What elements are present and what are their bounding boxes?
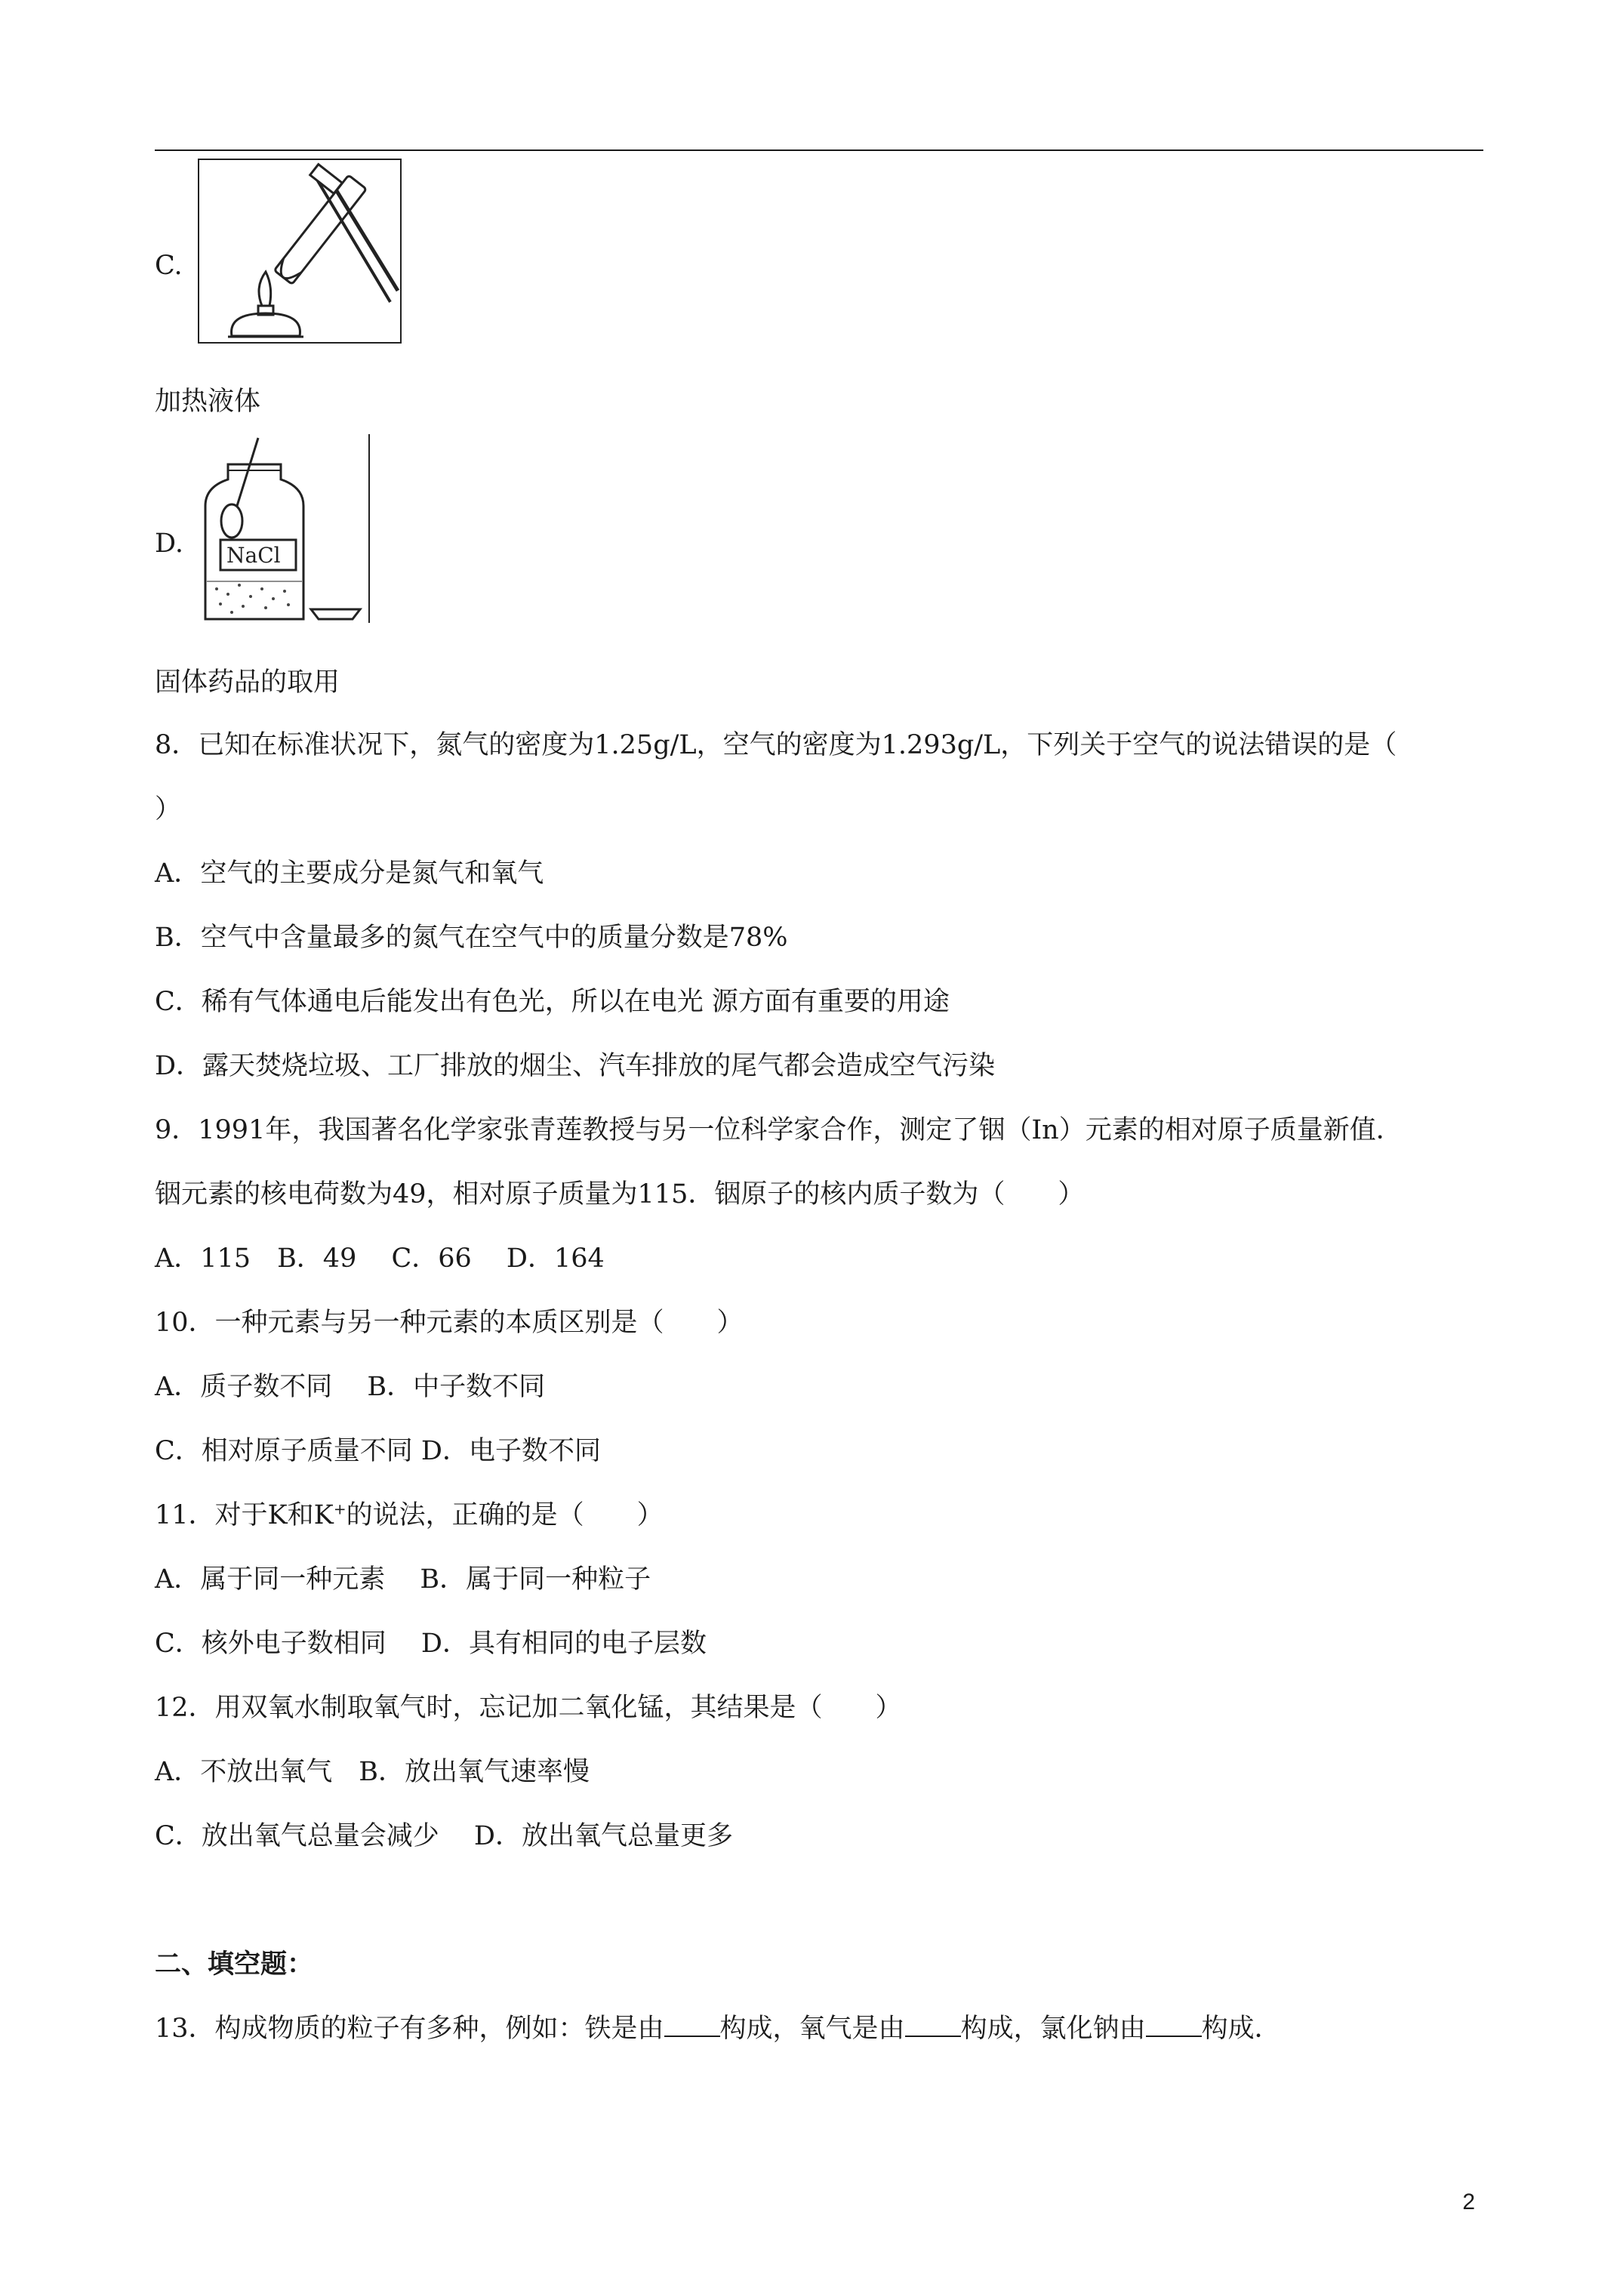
q8-option-d: D．露天焚烧垃圾、工厂排放的烟尘、汽车排放的尾气都会造成空气污染 (155, 1051, 996, 1081)
q13-blank-1[interactable] (664, 2013, 720, 2037)
q7-option-d-caption: 固体药品的取用 (155, 667, 340, 698)
heating-liquid-illustration (198, 159, 402, 344)
q13-blank-3[interactable] (1146, 2013, 1202, 2037)
section-title: 二、填空题： (155, 1949, 314, 1980)
q11-options-line2: C．核外电子数相同 D．具有相同的电子层数 (155, 1629, 707, 1659)
q7-option-c-caption: 加热液体 (155, 387, 261, 417)
q13-part3: 构成，氯化钠由 (960, 2014, 1146, 2044)
q12-stem: 12．用双氧水制取氧气时，忘记加二氧化锰，其结果是（ ） (155, 1693, 902, 1723)
q13-blank-2[interactable] (905, 2013, 961, 2037)
q12-options-line1: A．不放出氧气 B．放出氧气速率慢 (155, 1757, 590, 1787)
bottle-label: NaCl (226, 543, 281, 568)
q10-stem: 10．一种元素与另一种元素的本质区别是（ ） (155, 1308, 744, 1338)
q13-part1: 13．构成物质的粒子有多种，例如：铁是由 (155, 2014, 664, 2044)
q8-stem-line1: 8．已知在标准状况下，氮气的密度为1.25g/L，空气的密度为1.293g/L，下列关于空气的说法错误的是（ (155, 730, 1397, 760)
solid-reagent-illustration (198, 434, 371, 623)
q13-part4: 构成． (1201, 2014, 1281, 2044)
q10-options-line1: A．质子数不同 B．中子数不同 (155, 1372, 546, 1402)
q8-stem-line2: ） (155, 794, 182, 824)
solid-reagent-figure (198, 434, 371, 623)
q13-part2: 构成，氧气是由 (719, 2014, 905, 2044)
q7-option-d-label: D. (155, 529, 183, 559)
q9-stem-line1: 9．1991年，我国著名化学家张青莲教授与另一位科学家合作，测定了铟（In）元素的相对原子质量新值． (155, 1115, 1403, 1145)
q11-stem (155, 1499, 664, 1532)
q8-option-c: C．稀有气体通电后能发出有色光，所以在电光 源方面有重要的用途 (155, 987, 950, 1017)
q10-options-line2: C．相对原子质量不同 D．电子数不同 (155, 1436, 601, 1466)
q11-stem-superscript: + (333, 1499, 346, 1518)
q8-option-a: A．空气的主要成分是氮气和氧气 (155, 858, 544, 889)
q13-stem (155, 2012, 1281, 2045)
q9-options: A．115 B．49 C．66 D．164 (155, 1244, 605, 1274)
q8-option-b: B．空气中含量最多的氮气在空气中的质量分数是78% (155, 923, 788, 953)
page-number: 2 (1462, 2190, 1475, 2214)
q11-stem-suffix: 的说法，正确的是（ ） (346, 1500, 664, 1530)
q12-options-line2: C．放出氧气总量会减少 D．放出氧气总量更多 (155, 1821, 733, 1851)
heating-liquid-figure (198, 159, 402, 344)
q9-stem-line2: 铟元素的核电荷数为49，相对原子质量为115．铟原子的核内质子数为（ ） (155, 1179, 1085, 1210)
q7-option-c-label: C. (155, 251, 183, 281)
q11-stem-prefix: 11．对于K和K (155, 1500, 334, 1530)
header-rule (155, 149, 1483, 151)
q11-options-line1: A．属于同一种元素 B．属于同一种粒子 (155, 1564, 651, 1595)
